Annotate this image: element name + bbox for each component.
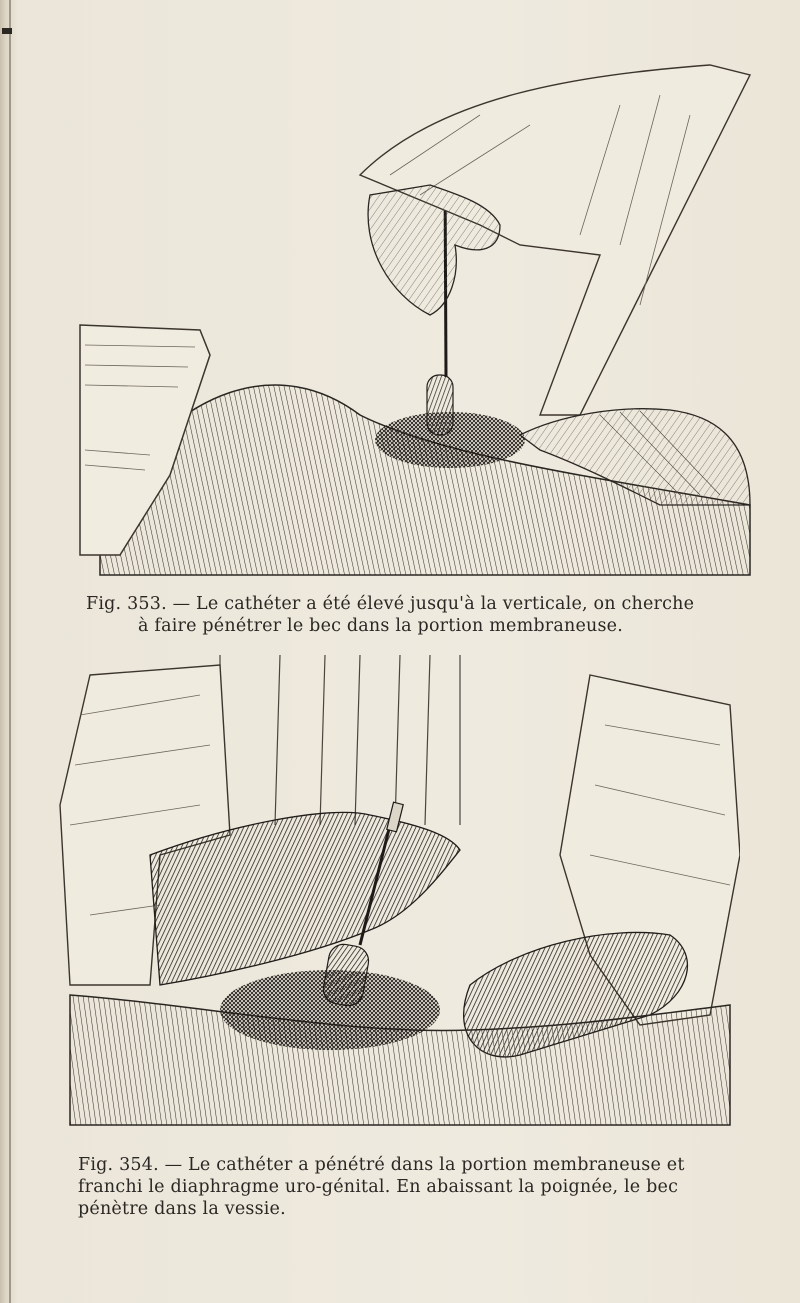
figure-354-caption	[78, 1154, 718, 1220]
page-spine-edge	[9, 0, 11, 1303]
figure-354-caption-line-1: Fig. 354. — Le cathéter a pénétré dans la portion membraneuse et	[78, 1155, 685, 1175]
figure-354-engraving	[50, 655, 740, 1145]
figure-353-engraving	[60, 55, 760, 585]
figure-353-caption-line-1: Fig. 353. — Le cathéter a été élevé jusqu'à la verticale, on cherche	[86, 594, 695, 614]
figure-353-illustration	[60, 55, 760, 585]
page-margin-mark	[2, 28, 12, 34]
figure-353-caption-line-2: à faire pénétrer le bec dans la portion membraneuse.	[138, 616, 623, 636]
figure-354-caption-line-3: pénètre dans la vessie.	[78, 1199, 286, 1219]
figure-353-caption	[86, 593, 726, 637]
figure-354-caption-line-2: franchi le diaphragme uro-génital. En abaissant la poignée, le bec	[78, 1177, 679, 1197]
figure-354-illustration	[50, 655, 740, 1145]
